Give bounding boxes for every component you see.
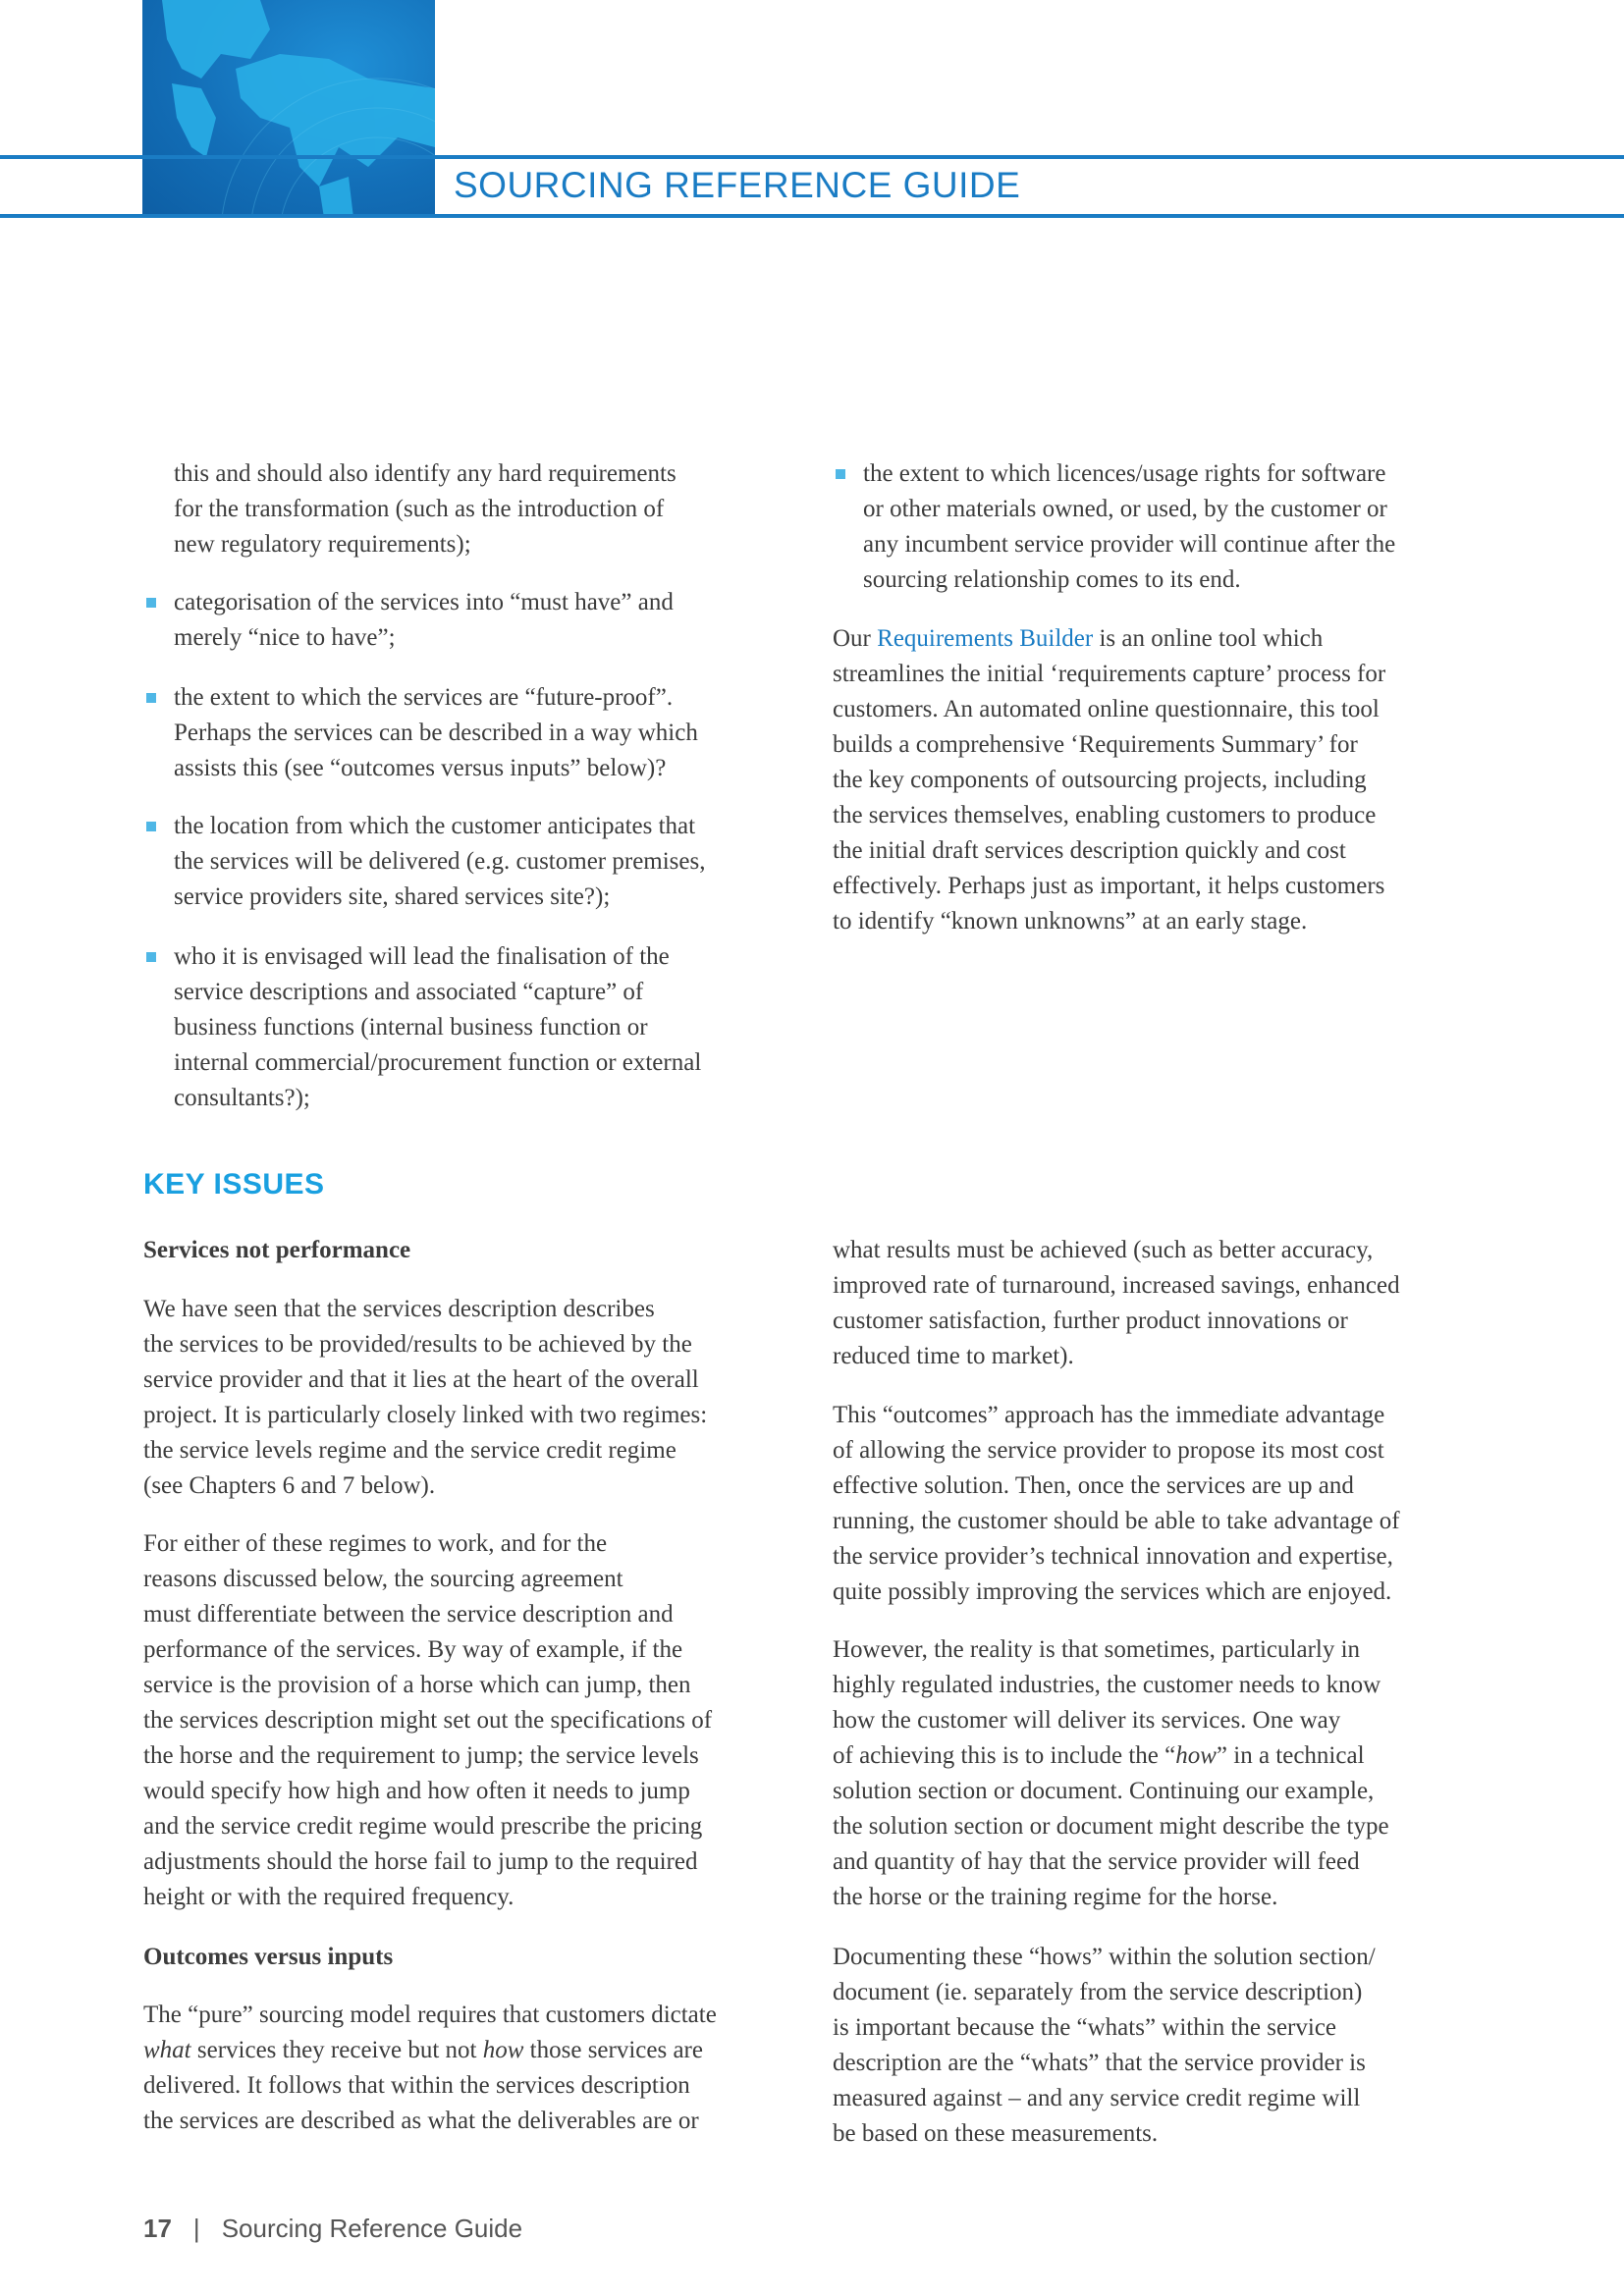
- text-line: for the transformation (such as the introduction of: [174, 496, 665, 522]
- text-line: service provider and that it lies at the heart of the overall: [143, 1366, 699, 1393]
- bullet-square-icon: [146, 952, 156, 962]
- paragraph: [143, 1526, 712, 1915]
- text-line: what results must be achieved (such as better accuracy,: [833, 1237, 1374, 1263]
- text-span: services they receive but not: [190, 2037, 483, 2063]
- text-line: performance of the services. By way of example, if the: [143, 1636, 683, 1663]
- bullet-item: [174, 680, 698, 786]
- text-line: height or with the required frequency.: [143, 1884, 514, 1910]
- text-line: However, the reality is that sometimes, particularly in: [833, 1636, 1361, 1663]
- text-span: those services are: [523, 2037, 703, 2063]
- text-line: is important because the “whats” within the service: [833, 2014, 1337, 2041]
- text-line: effectively. Perhaps just as important, it helps customers: [833, 873, 1385, 899]
- globe-banner-image: [142, 0, 435, 218]
- bullet-continuation: [174, 456, 677, 562]
- text-line: and the service credit regime would prescribe the pricing: [143, 1813, 703, 1840]
- text-line: be based on these measurements.: [833, 2120, 1159, 2147]
- text-span: ” in a technical: [1216, 1742, 1365, 1769]
- bullet-square-icon: [146, 598, 156, 608]
- text-line: the extent to which licences/usage rights for software: [863, 460, 1386, 487]
- subheading-services-not-performance: Services not performance: [143, 1237, 411, 1263]
- text-line: the horse or the training regime for the horse.: [833, 1884, 1278, 1910]
- text-line: [833, 1738, 1389, 1774]
- text-line: highly regulated industries, the customer needs to know: [833, 1672, 1381, 1698]
- paragraph: [143, 1292, 707, 1504]
- text-line: adjustments should the horse fail to jump to the required: [143, 1848, 698, 1875]
- text-line: business functions (internal business function or: [174, 1014, 648, 1041]
- footer-separator: |: [192, 2214, 200, 2243]
- text-line: assists this (see “outcomes versus inputs” below)?: [174, 755, 667, 781]
- text-span: of achieving this is to include the “: [833, 1742, 1176, 1769]
- text-line: the services description might set out the specifications of: [143, 1707, 713, 1734]
- text-line: customers. An automated online questionnaire, this tool: [833, 696, 1380, 722]
- text-line: Perhaps the services can be described in a way which: [174, 720, 698, 746]
- bullet-item: [174, 809, 705, 915]
- text-line: (see Chapters 6 and 7 below).: [143, 1472, 436, 1499]
- header-rule-bottom: [0, 214, 1624, 218]
- paragraph: [143, 1998, 717, 2139]
- bullet-item: [174, 585, 674, 656]
- text-line: to identify “known unknowns” at an early stage.: [833, 908, 1308, 934]
- text-line: service is the provision of a horse which can jump, then: [143, 1672, 691, 1698]
- text-line: new regulatory requirements);: [174, 531, 471, 558]
- text-line: solution section or document. Continuing our example,: [833, 1778, 1375, 1804]
- paragraph: [833, 1233, 1400, 1374]
- text-line: merely “nice to have”;: [174, 624, 396, 651]
- text-line: We have seen that the services description describes: [143, 1296, 655, 1322]
- text-line: measured against – and any service credit regime will: [833, 2085, 1361, 2111]
- subheading-outcomes-versus-inputs: Outcomes versus inputs: [143, 1944, 394, 1970]
- bullet-square-icon: [836, 469, 845, 479]
- italic-text: how: [1175, 1742, 1217, 1769]
- text-line: would specify how high and how often it needs to jump: [143, 1778, 690, 1804]
- text-line: the solution section or document might describe the type: [833, 1813, 1389, 1840]
- footer-title: Sourcing Reference Guide: [221, 2214, 523, 2243]
- paragraph: [833, 1632, 1389, 1915]
- text-line: service providers site, shared services site?);: [174, 883, 611, 910]
- paragraph: [833, 1398, 1400, 1610]
- text-line: Documenting these “hows” within the solution section/: [833, 1944, 1376, 1970]
- text-line: must differentiate between the service description and: [143, 1601, 674, 1628]
- text-line: categorisation of the services into “must have” and: [174, 589, 674, 615]
- text-line: builds a comprehensive ‘Requirements Summary’ for: [833, 731, 1358, 758]
- text-line: running, the customer should be able to take advantage of: [833, 1508, 1400, 1534]
- text-line: this and should also identify any hard requirements: [174, 460, 677, 487]
- bullet-square-icon: [146, 822, 156, 831]
- requirements-builder-paragraph: [833, 621, 1385, 939]
- text-line: streamlines the initial ‘requirements capture’ process for: [833, 661, 1386, 687]
- text-line: project. It is particularly closely linked with two regimes:: [143, 1402, 708, 1428]
- text-line: [143, 2033, 717, 2068]
- text-line: the initial draft services description quickly and cost: [833, 837, 1346, 864]
- text-line: the services themselves, enabling customers to produce: [833, 802, 1377, 828]
- text-line: the key components of outsourcing projects, including: [833, 767, 1367, 793]
- text-line: who it is envisaged will lead the finalisation of the: [174, 943, 670, 970]
- text-line: sourcing relationship comes to its end.: [863, 566, 1241, 593]
- text-line: quite possibly improving the services which are enjoyed.: [833, 1578, 1392, 1605]
- text-line: of allowing the service provider to propose its most cost: [833, 1437, 1384, 1464]
- text-line: the services will be delivered (e.g. customer premises,: [174, 848, 706, 875]
- italic-text: what: [143, 2037, 191, 2063]
- text-line: improved rate of turnaround, increased savings, enhanced: [833, 1272, 1400, 1299]
- header-rule-top: [0, 155, 1624, 159]
- bullet-item: [863, 456, 1395, 598]
- italic-text: how: [482, 2037, 524, 2063]
- text-line: This “outcomes” approach has the immediate advantage: [833, 1402, 1385, 1428]
- text-line: For either of these regimes to work, and for the: [143, 1530, 608, 1557]
- text-line: document (ie. separately from the service description): [833, 1979, 1363, 2005]
- text-line: effective solution. Then, once the services are up and: [833, 1472, 1354, 1499]
- text-span: Our: [833, 625, 878, 652]
- text-line: the horse and the requirement to jump; the service levels: [143, 1742, 699, 1769]
- text-line: the services to be provided/results to be achieved by the: [143, 1331, 692, 1358]
- text-line: consultants?);: [174, 1085, 310, 1111]
- text-line: internal commercial/procurement function or external: [174, 1049, 702, 1076]
- text-line: reduced time to market).: [833, 1343, 1074, 1369]
- bullet-item: [174, 939, 701, 1116]
- text-line: delivered. It follows that within the services description: [143, 2072, 690, 2099]
- text-line: customer satisfaction, further product innovations or: [833, 1308, 1348, 1334]
- section-heading-key-issues: KEY ISSUES: [143, 1168, 325, 1201]
- text-line: [833, 621, 1385, 657]
- text-line: The “pure” sourcing model requires that customers dictate: [143, 2002, 717, 2028]
- text-line: and quantity of hay that the service provider will feed: [833, 1848, 1360, 1875]
- page-number: 17: [143, 2214, 172, 2243]
- header-title: SOURCING REFERENCE GUIDE: [454, 165, 1021, 205]
- text-line: any incumbent service provider will continue after the: [863, 531, 1396, 558]
- page-footer: [143, 2214, 522, 2244]
- requirements-builder-link[interactable]: Requirements Builder: [877, 625, 1094, 652]
- text-line: service descriptions and associated “capture” of: [174, 979, 644, 1005]
- text-line: reasons discussed below, the sourcing agreement: [143, 1566, 623, 1592]
- text-line: the service levels regime and the service credit regime: [143, 1437, 677, 1464]
- text-line: how the customer will deliver its services. One way: [833, 1707, 1341, 1734]
- text-line: the extent to which the services are “future-proof”.: [174, 684, 674, 711]
- text-line: or other materials owned, or used, by the customer or: [863, 496, 1387, 522]
- text-line: the service provider’s technical innovation and expertise,: [833, 1543, 1393, 1570]
- text-line: the location from which the customer anticipates that: [174, 813, 696, 839]
- bullet-square-icon: [146, 693, 156, 703]
- text-line: description are the “whats” that the service provider is: [833, 2050, 1366, 2076]
- text-line: the services are described as what the deliverables are or: [143, 2108, 699, 2134]
- text-span: is an online tool which: [1093, 625, 1324, 652]
- paragraph: [833, 1940, 1376, 2152]
